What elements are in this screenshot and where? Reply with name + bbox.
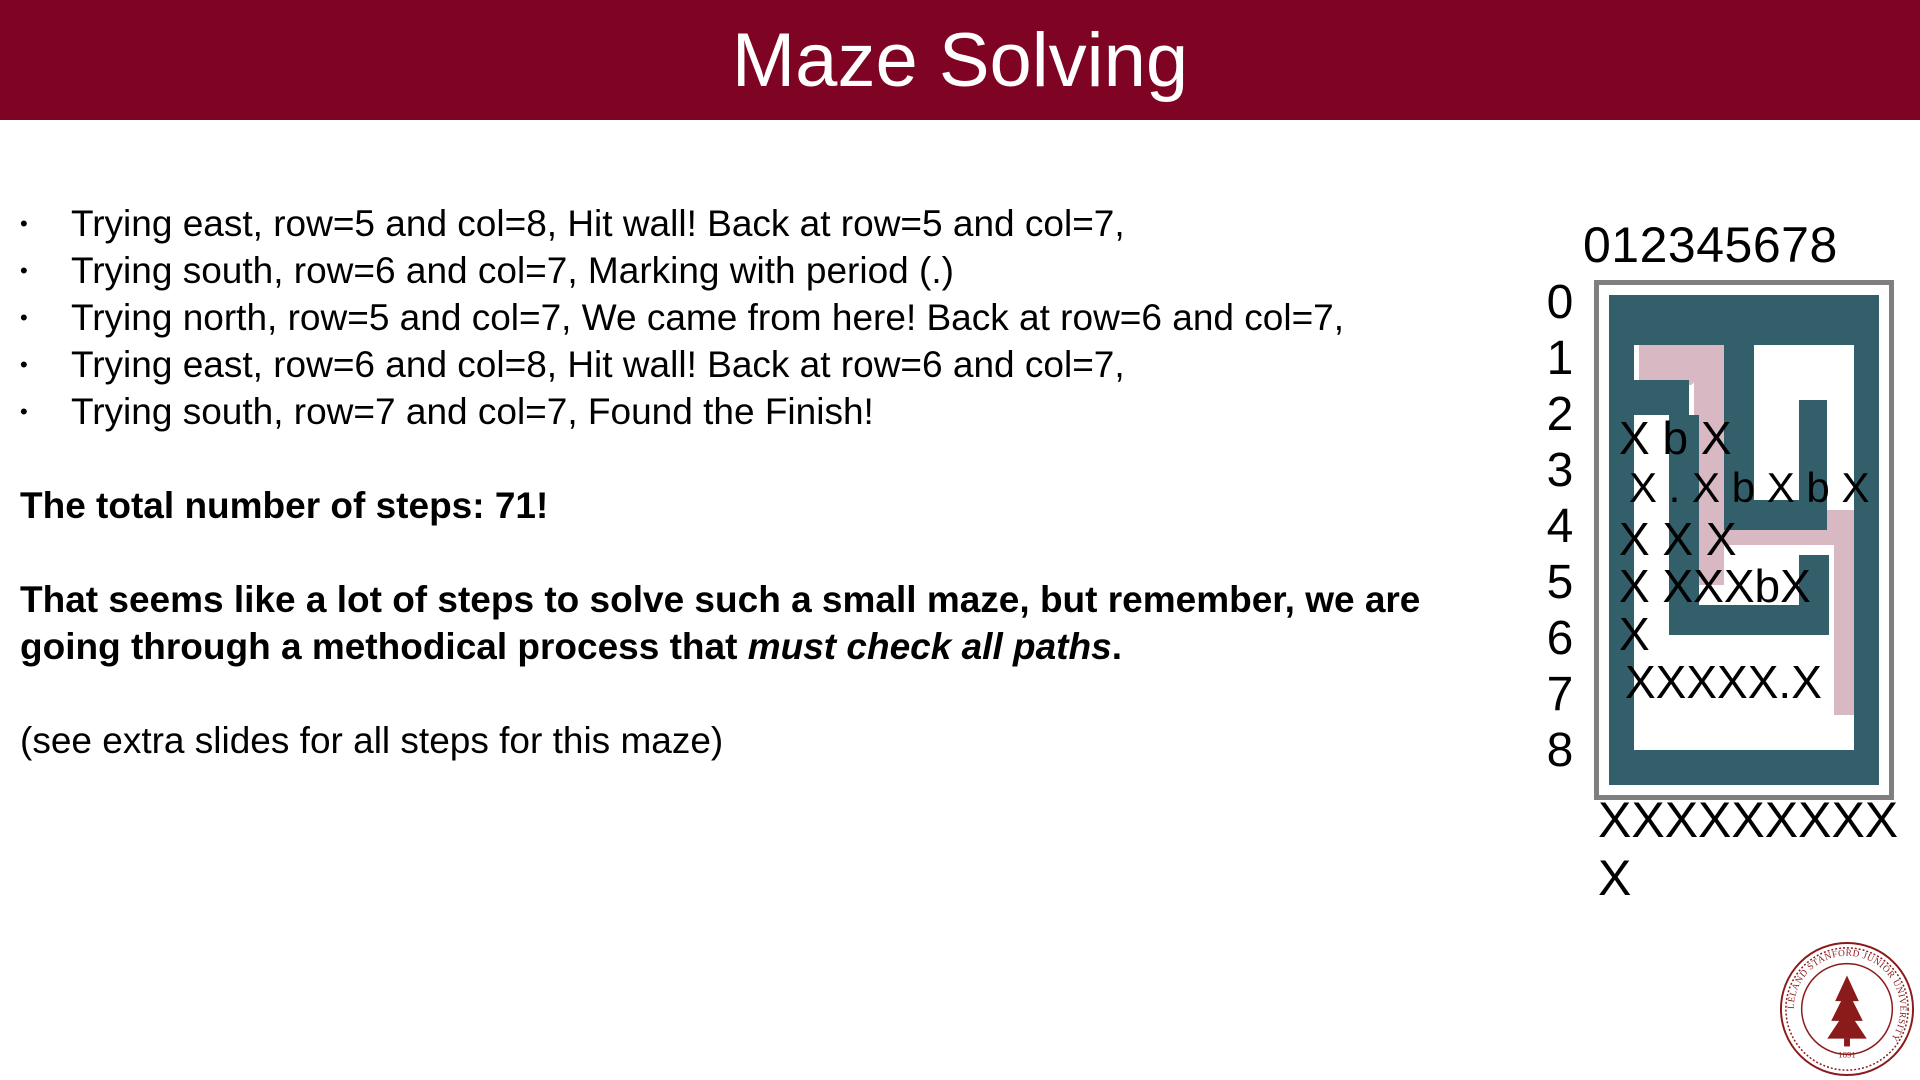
- bullet-item: [20, 294, 1520, 341]
- row-label: 0: [1546, 276, 1574, 329]
- bullet-dot: •: [20, 258, 28, 283]
- maze-row-labels: [1540, 275, 1580, 779]
- bullet-item: [20, 388, 1520, 435]
- bullet-item: [20, 247, 1520, 294]
- row-label: 1: [1546, 332, 1574, 385]
- seal-tree-icon: [1827, 975, 1866, 1046]
- see-extra-note: (see extra slides for all steps for this maze): [20, 720, 724, 761]
- bullet-dot: •: [20, 399, 28, 424]
- maze-row-text: X: [1619, 608, 1650, 660]
- slide-body: [20, 200, 1520, 764]
- tree-shape: [1827, 975, 1866, 1038]
- row-label: 6: [1546, 612, 1574, 665]
- explanation-end: .: [1111, 626, 1122, 667]
- bullet-item: [20, 200, 1520, 247]
- row-label: 8: [1546, 724, 1574, 777]
- maze-row-text: X b X: [1619, 412, 1732, 464]
- maze-drawing: [1599, 285, 1889, 795]
- bullet-dot: •: [20, 352, 28, 377]
- row-label: 3: [1546, 444, 1574, 497]
- explanation-emphasis: must check all paths: [747, 626, 1112, 667]
- tree-trunk: [1844, 1039, 1850, 1047]
- bullet-text: Trying south, row=7 and col=7, Found the Finish!: [71, 391, 874, 432]
- row-label: 4: [1546, 500, 1574, 553]
- path-segment: [1639, 340, 1694, 385]
- row-label: 7: [1546, 668, 1574, 721]
- seal-ring-textpath: LELAND STANFORD JUNIOR UNIVERSITY: [1786, 948, 1908, 1043]
- bullet-list: [20, 200, 1520, 435]
- row-label: 2: [1546, 388, 1574, 441]
- university-seal-logo: [1778, 940, 1916, 1078]
- maze-row-text: XXXXX.X: [1625, 656, 1822, 708]
- explanation: [20, 576, 1520, 670]
- maze-row-text: X X X: [1619, 513, 1737, 565]
- maze-bottom-row: X: [1598, 850, 1632, 906]
- maze-row-text: X . X b X b X: [1629, 464, 1870, 511]
- bullet-text: Trying east, row=5 and col=8, Hit wall! Back at row=5 and col=7,: [71, 203, 1125, 244]
- explanation-text: That seems like a lot of steps to solve such a small maze, but remember, we are going through a methodical process that: [20, 579, 1421, 667]
- row-label: 5: [1546, 556, 1574, 609]
- maze-column-header: 012345678: [1583, 217, 1838, 273]
- maze-row-text: X XXXbX: [1619, 560, 1811, 612]
- bullet-dot: •: [20, 305, 28, 330]
- wall-block: [1634, 380, 1689, 415]
- bullet-item: [20, 341, 1520, 388]
- seal-year: 1891: [1838, 1049, 1856, 1060]
- bullet-text: Trying east, row=6 and col=8, Hit wall! Back at row=6 and col=7,: [71, 344, 1125, 385]
- bullet-text: Trying north, row=5 and col=7, We came from here! Back at row=6 and col=7,: [71, 297, 1345, 338]
- path-segment: [1694, 340, 1724, 385]
- maze-figure: [1540, 215, 1910, 905]
- bullet-dot: •: [20, 211, 28, 236]
- bullet-text: Trying south, row=6 and col=7, Marking with period (.): [71, 250, 954, 291]
- maze-bottom-text: [1598, 790, 1898, 906]
- slide-title: Maze Solving: [731, 17, 1189, 103]
- maze-bottom-row: XXXXXXXXX: [1598, 792, 1899, 848]
- total-steps: The total number of steps: 71!: [20, 485, 549, 526]
- title-banner: [0, 0, 1920, 120]
